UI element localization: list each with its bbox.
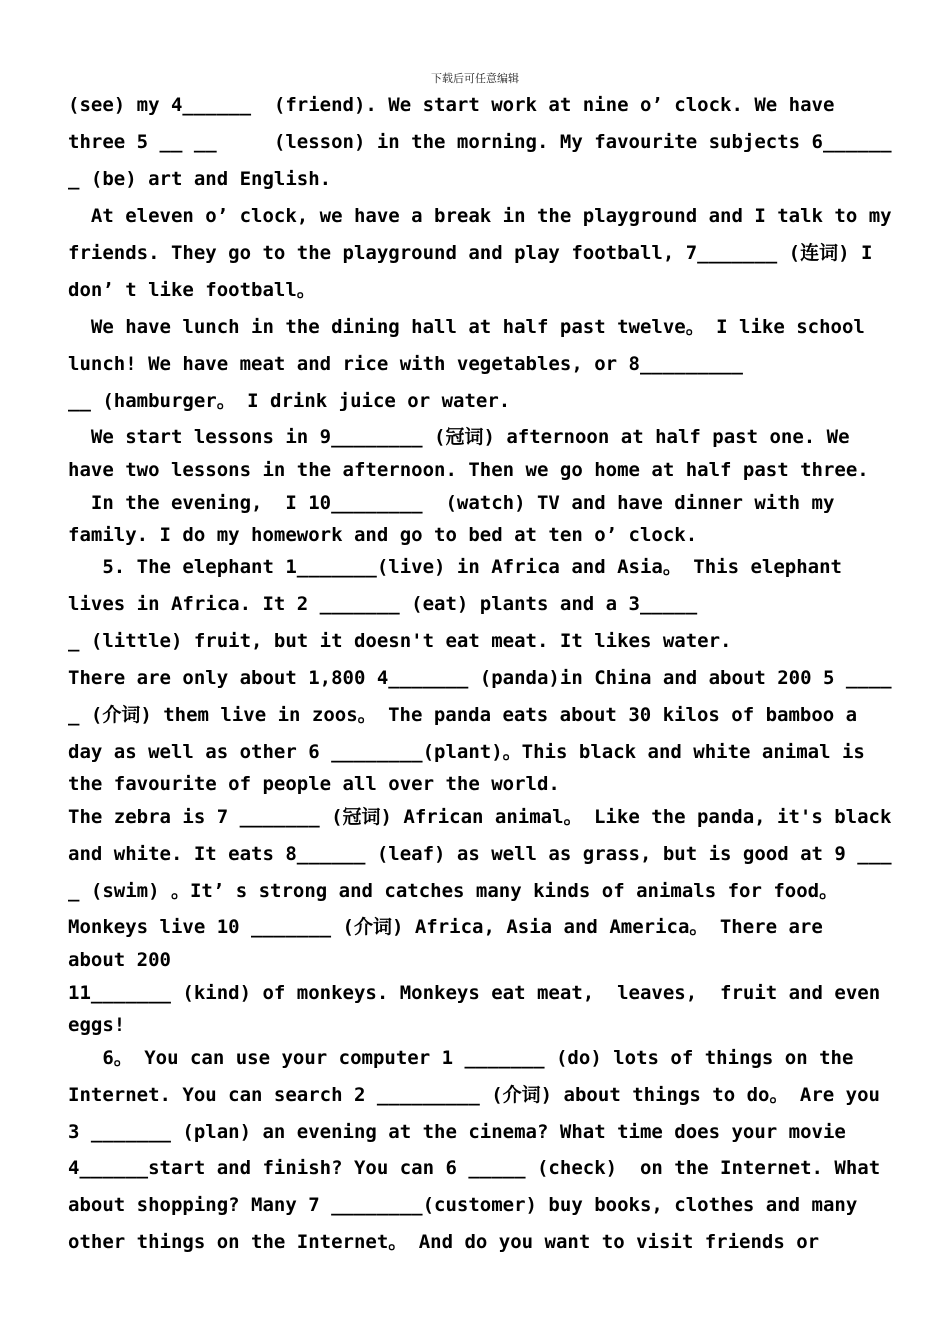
- text-line: Internet. You can search 2 _________ (介词) about things to do。 Are you: [68, 1084, 880, 1106]
- text-line: (see) my 4______ (friend). We start work at nine o’ clock. We have: [68, 94, 835, 116]
- text-line: day as well as other 6 ________(plant)。This black and white animal is: [68, 741, 865, 763]
- text-line: lunch! We have meat and rice with vegetables, or 8_________: [68, 353, 743, 375]
- text-line: lives in Africa. It 2 _______ (eat) plants and a 3_____: [68, 593, 698, 615]
- text-line: __ (hamburger。 I drink juice or water.: [68, 390, 511, 412]
- text-line: have two lessons in the afternoon. Then we go home at half past three.: [68, 459, 869, 481]
- text-line: 5. The elephant 1_______(live) in Africa and Asia。 This elephant: [68, 556, 842, 578]
- text-line: don’ t like football。: [68, 279, 316, 301]
- text-line: 4______start and finish? You can 6 _____ (check) on the Internet. What: [68, 1157, 881, 1179]
- text-line: friends. They go to the playground and play football, 7_______ (连词) I: [68, 242, 873, 264]
- text-line: _ (swim) 。It’ s strong and catches many kinds of animals for food。: [68, 880, 839, 902]
- text-line: At eleven o’ clock, we have a break in the playground and I talk to my: [68, 205, 892, 227]
- text-line: In the evening, I 10________ (watch) TV and have dinner with my: [68, 492, 835, 514]
- text-line: the favourite of people all over the world.: [68, 773, 560, 795]
- text-line: 3 _______ (plan) an evening at the cinema? What time does your movie: [68, 1121, 846, 1143]
- text-line: other things on the Internet。 And do you want to visit friends or: [68, 1231, 820, 1253]
- text-line: family. I do my homework and go to bed at ten o’ clock.: [68, 524, 698, 546]
- text-line: We start lessons in 9________ (冠词) afternoon at half past one. We: [68, 426, 850, 448]
- text-line: There are only about 1,800 4_______ (panda)in China and about 200 5 ____: [68, 667, 892, 689]
- text-line: _ (be) art and English.: [68, 168, 332, 190]
- text-line: Monkeys live 10 _______ (介词) Africa, Asia and America。 There are: [68, 916, 823, 938]
- text-line: about shopping? Many 7 ________(customer) buy books, clothes and many: [68, 1194, 858, 1216]
- text-line: We have lunch in the dining hall at half past twelve。 I like school: [68, 316, 865, 338]
- page-header: 下载后可任意编辑: [431, 72, 519, 85]
- text-line: 6。 You can use your computer 1 _______ (do) lots of things on the: [68, 1047, 854, 1069]
- text-line: _ (little) fruit, but it doesn't eat meat. It likes water.: [68, 630, 732, 652]
- text-line: about 200: [68, 949, 171, 971]
- text-line: three 5 __ __ (lesson) in the morning. My favourite subjects 6______: [68, 131, 892, 153]
- text-line: and white. It eats 8______ (leaf) as well as grass, but is good at 9 ___: [68, 843, 892, 865]
- text-line: 11_______ (kind) of monkeys. Monkeys eat meat, leaves, fruit and even: [68, 982, 881, 1004]
- text-line: _ (介词) them live in zoos。 The panda eats about 30 kilos of bamboo a: [68, 704, 858, 726]
- text-line: eggs!: [68, 1014, 126, 1036]
- text-line: The zebra is 7 _______ (冠词) African animal。 Like the panda, it's black: [68, 806, 892, 828]
